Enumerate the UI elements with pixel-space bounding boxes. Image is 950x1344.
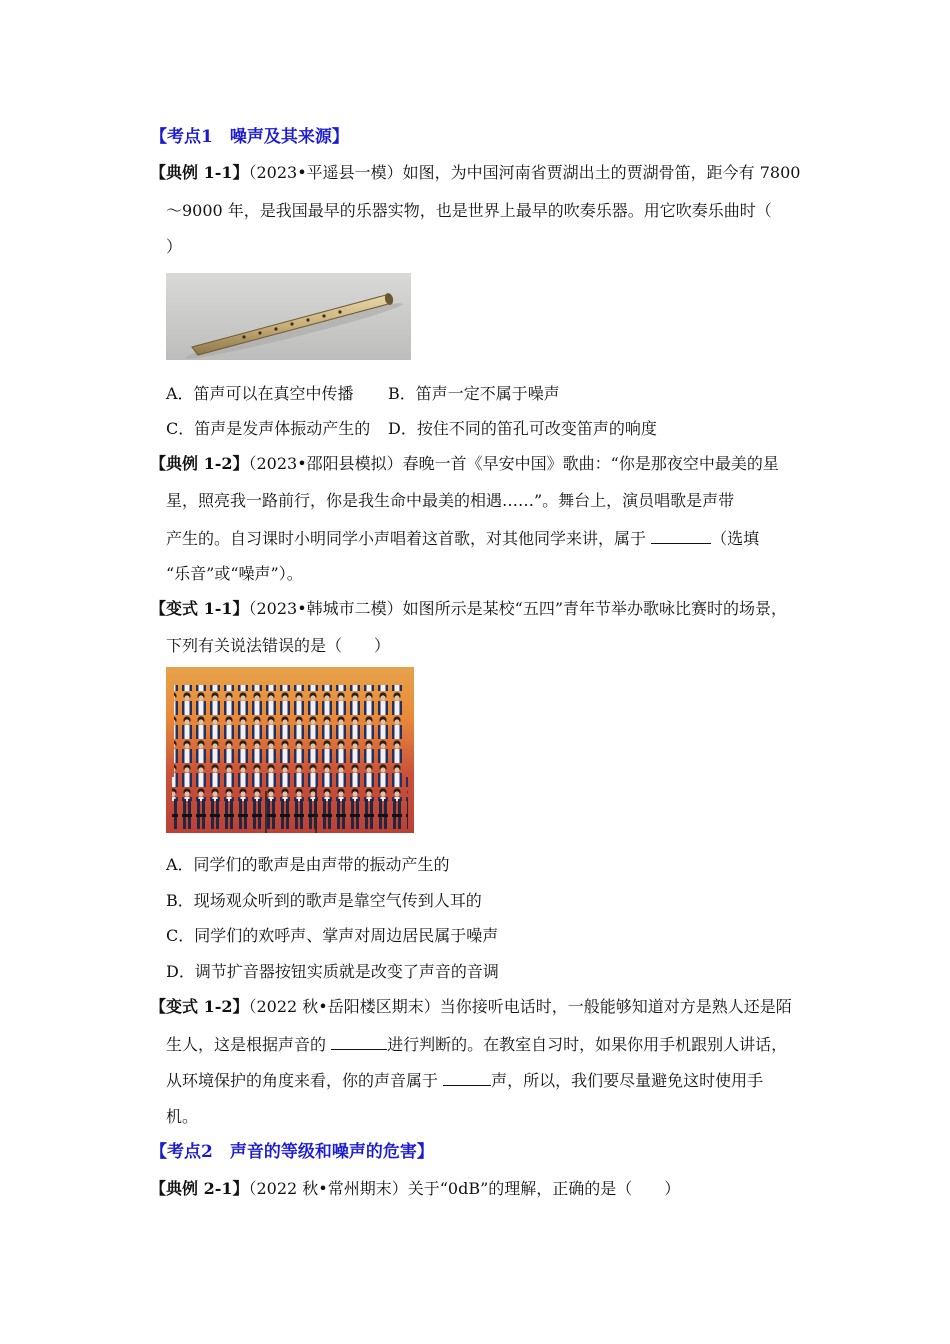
example-1-1-option-a: A．笛声可以在真空中传播: [166, 384, 354, 403]
section-1-heading: 【考点1 噪声及其来源】: [150, 127, 349, 147]
variant-1-1-line2: 下列有关说法错误的是（ ）: [166, 636, 391, 655]
example-1-1-option-b: B．笛声一定不属于噪声: [388, 384, 560, 403]
answer-blank: [443, 1069, 491, 1086]
variant-1-2-text2b: 进行判断的。在教室自习时，如果你用手机跟别人讲话，: [387, 1035, 788, 1054]
variant-1-2-line1: [150, 996, 792, 1018]
example-1-2-line1: [150, 453, 779, 475]
example-1-2-line4: “乐音”或“噪声”）。: [166, 564, 303, 583]
example-1-1-line3: ）: [166, 237, 183, 256]
bone-flute-image: [166, 273, 411, 360]
example-1-2-tag: 【典例 1-2】: [150, 454, 249, 473]
example-1-2-line2: 星，照亮我一路前行，你是我生命中最美的相遇……”。舞台上，演员唱歌是声带: [166, 491, 735, 510]
example-1-2-text3b: （选填: [711, 529, 760, 548]
example-1-1-line2: ～9000 年，是我国最早的乐器实物，也是世界上最早的吹奏乐器。用它吹奏乐曲时（: [166, 201, 772, 220]
variant-1-2-line2: [166, 1033, 787, 1056]
example-2-1-tag: 【典例 2-1】: [150, 1179, 249, 1198]
variant-1-1-option-c: C．同学们的欢呼声、掌声对周边居民属于噪声: [166, 926, 499, 945]
choir-drawing: [166, 667, 414, 833]
example-1-1-option-c: C．笛声是发声体振动产生的: [166, 419, 371, 438]
variant-1-1-line1: [150, 598, 787, 620]
section-2-heading: 【考点2 声音的等级和噪声的危害】: [150, 1142, 434, 1162]
variant-1-1-option-d: D．调节扩音器按钮实质就是改变了声音的音调: [166, 962, 499, 981]
variant-1-2-text3a: 从环境保护的角度来看，你的声音属于: [166, 1071, 444, 1090]
example-1-1-text1: （2023•平遥县一模）如图，为中国河南省贾湖出土的贾湖骨笛，距今有 7800: [248, 163, 801, 182]
example-1-2-line3: [166, 527, 759, 550]
example-1-2-text1: （2023•邵阳县模拟）春晚一首《早安中国》歌曲：“你是那夜空中最美的星: [248, 454, 779, 473]
answer-blank: [651, 527, 711, 544]
variant-1-2-tag: 【变式 1-2】: [150, 997, 249, 1016]
variant-1-2-line4: 机。: [166, 1107, 199, 1126]
example-1-1-tag: 【典例 1-1】: [150, 163, 249, 182]
choir-photo: [166, 667, 414, 833]
example-1-1-option-d: D．按住不同的笛孔可改变笛声的响度: [388, 419, 657, 438]
example-2-1-line1: [150, 1178, 680, 1200]
example-1-2-text3a: 产生的。自习课时小明同学小声唱着这首歌，对其他同学来讲，属于: [166, 529, 652, 548]
variant-1-2-text1: （2022 秋•岳阳楼区期末）当你接听电话时，一般能够知道对方是熟人还是陌: [248, 997, 792, 1016]
example-2-1-text1: （2022 秋•常州期末）关于“0dB”的理解，正确的是（ ）: [248, 1179, 681, 1198]
bone-flute-drawing: [166, 273, 411, 360]
answer-blank: [331, 1033, 387, 1050]
variant-1-1-tag: 【变式 1-1】: [150, 599, 249, 618]
variant-1-1-text1: （2023•韩城市二模）如图所示是某校“五四”青年节举办歌咏比赛时的场景，: [248, 599, 788, 618]
example-1-1-line1: [150, 162, 800, 184]
variant-1-2-line3: [166, 1069, 763, 1092]
variant-1-2-text2a: 生人，这是根据声音的: [166, 1035, 332, 1054]
variant-1-1-option-a: A．同学们的歌声是由声带的振动产生的: [166, 855, 450, 874]
variant-1-1-option-b: B．现场观众听到的歌声是靠空气传到人耳的: [166, 891, 482, 910]
variant-1-2-text3b: 声，所以，我们要尽量避免这时使用手: [491, 1071, 764, 1090]
